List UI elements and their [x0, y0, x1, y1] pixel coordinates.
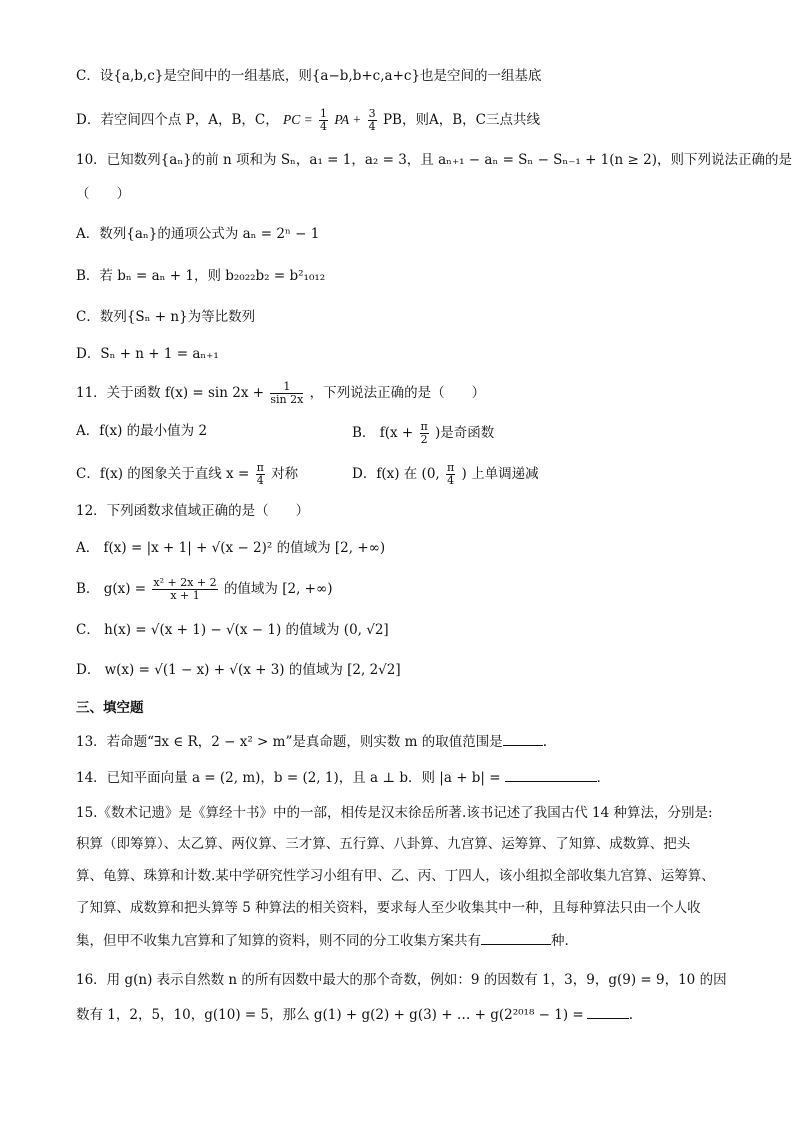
q16-l2-post: . — [628, 1007, 634, 1023]
q11-c-post: 对称 — [271, 466, 299, 482]
q10-option-a: A．数列{aₙ}的通项公式为 aₙ = 2ⁿ − 1 — [76, 226, 320, 242]
q10-paren: （ ） — [76, 186, 130, 202]
q13 — [76, 731, 547, 752]
q12-option-a: A． f(x) = |x + 1| + √(x − 2)² 的值域为 [2, +∞) — [76, 540, 386, 556]
q14 — [76, 767, 610, 788]
q11-b-frac-num: π — [420, 420, 428, 433]
q16-line-2 — [76, 1004, 633, 1025]
q14-answer-blank[interactable] — [505, 767, 597, 782]
q11-c-pre: C．f(x) 的图象关于直线 x = — [76, 466, 250, 482]
q15-line-5 — [76, 930, 569, 951]
q12-option-b — [76, 577, 333, 602]
q14-pre: 14．已知平面向量 a = (2, m)，b = (2, 1)，且 a ⊥ b．则 |a + b| = — [76, 770, 501, 786]
q15-l5-pre: 集，但甲不收集九宫算和了知算的资料，则不同的分工收集方案共有 — [76, 933, 481, 949]
q12-b-frac — [152, 577, 217, 602]
q11-b-pre: B． f(x + — [352, 425, 414, 441]
q9-option-d-frac1 — [319, 108, 328, 133]
q10-stem: 10．已知数列{aₙ}的前 n 项和为 Sₙ，a₁ = 1，a₂ = 3，且 aₙ₊₁ − aₙ = Sₙ − Sₙ₋₁ + 1(n ≥ 2)，则下列说法正确的是 — [76, 152, 792, 168]
q9-frac1-den: 4 — [320, 120, 328, 133]
q15-line-1: 15.《数术记遗》是《算经十书》中的一部，相传是汉末徐岳所著.该书记述了我国古代 14 种算法，分别是: — [76, 805, 713, 821]
q16-line-1: 16．用 g(n) 表示自然数 n 的所有因数中最大的那个奇数，例如：9 的因数有 1，3，9，g(9) = 9，10 的因 — [76, 972, 727, 988]
q12-stem: 12．下列函数求值域正确的是（ ） — [76, 503, 310, 519]
q11-stem — [76, 381, 485, 406]
q11-d-frac-den: 4 — [447, 474, 455, 487]
q9-option-d-mid: PA + — [334, 112, 362, 127]
q11-d-frac-num: π — [447, 461, 455, 474]
q11-d-post: ) 上单调递减 — [461, 466, 539, 482]
q9-frac1-num: 1 — [320, 107, 328, 120]
q12-b-post: 的值域为 [2, +∞) — [223, 581, 333, 597]
q11-c-frac-den: 4 — [256, 474, 264, 487]
q15-line-4: 了知算、成数算和把头算等 5 种算法的相关资料，要求每人至少收集其中一种，且每种算法只由一个人收 — [76, 900, 701, 916]
q11-option-d — [352, 462, 539, 487]
q9-option-d — [76, 108, 540, 133]
q12-b-frac-den: x + 1 — [170, 589, 200, 602]
q11-c-frac-num: π — [256, 461, 264, 474]
q14-post: ． — [596, 770, 611, 786]
q11-b-frac-den: 2 — [420, 433, 428, 446]
q11-b-post: )是奇函数 — [435, 425, 495, 441]
q11-d-pre: D．f(x) 在 (0, — [352, 466, 440, 482]
q15-l5-post: 种. — [551, 933, 569, 949]
q12-option-d: D． w(x) = √(1 − x) + √(x + 3) 的值域为 [2, 2√2] — [76, 662, 401, 678]
q9-option-d-pre: D．若空间四个点 P，A，B，C， — [76, 112, 279, 128]
q11-stem-pre: 11．关于函数 f(x) = sin 2x + — [76, 385, 265, 401]
q10-option-d: D．Sₙ + n + 1 = aₙ₊₁ — [76, 346, 219, 362]
q9-option-c: C．设{a,b,c}是空间中的一组基底，则{a−b,b+c,a+c}也是空间的一组基底 — [76, 68, 542, 84]
q12-b-frac-num: x² + 2x + 2 — [153, 576, 217, 589]
q9-frac2-den: 4 — [368, 120, 376, 133]
q11-d-frac — [446, 462, 455, 487]
q11-stem-frac — [270, 381, 303, 406]
q11-c-frac — [256, 462, 265, 487]
q9-option-d-tail: PB，则A，B，C三点共线 — [382, 112, 540, 128]
q9-option-d-frac2 — [368, 108, 377, 133]
q11-option-a: A．f(x) 的最小值为 2 — [76, 423, 208, 439]
q9-option-d-lhs: PC = — [283, 112, 313, 127]
q12-option-c: C． h(x) = √(x + 1) − √(x − 1) 的值域为 (0, √2] — [76, 622, 389, 638]
q11-b-frac — [420, 421, 429, 446]
q11-option-c — [76, 462, 298, 487]
q15-answer-blank[interactable] — [481, 930, 551, 945]
q16-answer-blank[interactable] — [587, 1004, 629, 1019]
q13-pre: 13．若命题“∃x ∈ R，2 − x² > m”是真命题，则实数 m 的取值范围是 — [76, 734, 503, 750]
q15-line-3: 算、龟算、珠算和计数.某中学研究性学习小组有甲、乙、丙、丁四人，该小组拟全部收集九宫算、运筹算、 — [76, 868, 715, 884]
q11-stem-frac-den: sin 2x — [270, 393, 304, 406]
q10-option-c: C．数列{Sₙ + n}为等比数列 — [76, 309, 256, 325]
q9-frac2-num: 3 — [368, 107, 376, 120]
q11-stem-post: ，下列说法正确的是（ ） — [309, 385, 486, 401]
q12-b-pre: B． g(x) = — [76, 581, 147, 597]
section-title-fill-in: 三、填空题 — [76, 700, 144, 716]
q10-option-b: B．若 bₙ = aₙ + 1，则 b₂₀₂₂b₂ = b²₁₀₁₂ — [76, 268, 326, 284]
q11-option-b — [352, 421, 494, 446]
q13-post: . — [542, 734, 548, 750]
q13-answer-blank[interactable] — [503, 731, 543, 746]
q16-l2-pre: 数有 1，2，5，10，g(10) = 5，那么 g(1) + g(2) + g(3) + … + g(2²⁰¹⁸ − 1) = — [76, 1007, 584, 1023]
q15-line-2: 积算（即筹算）、太乙算、两仪算、三才算、五行算、八卦算、九宫算、运筹算、了知算、成数算、把头 — [76, 836, 691, 852]
q11-stem-frac-num: 1 — [270, 381, 303, 394]
